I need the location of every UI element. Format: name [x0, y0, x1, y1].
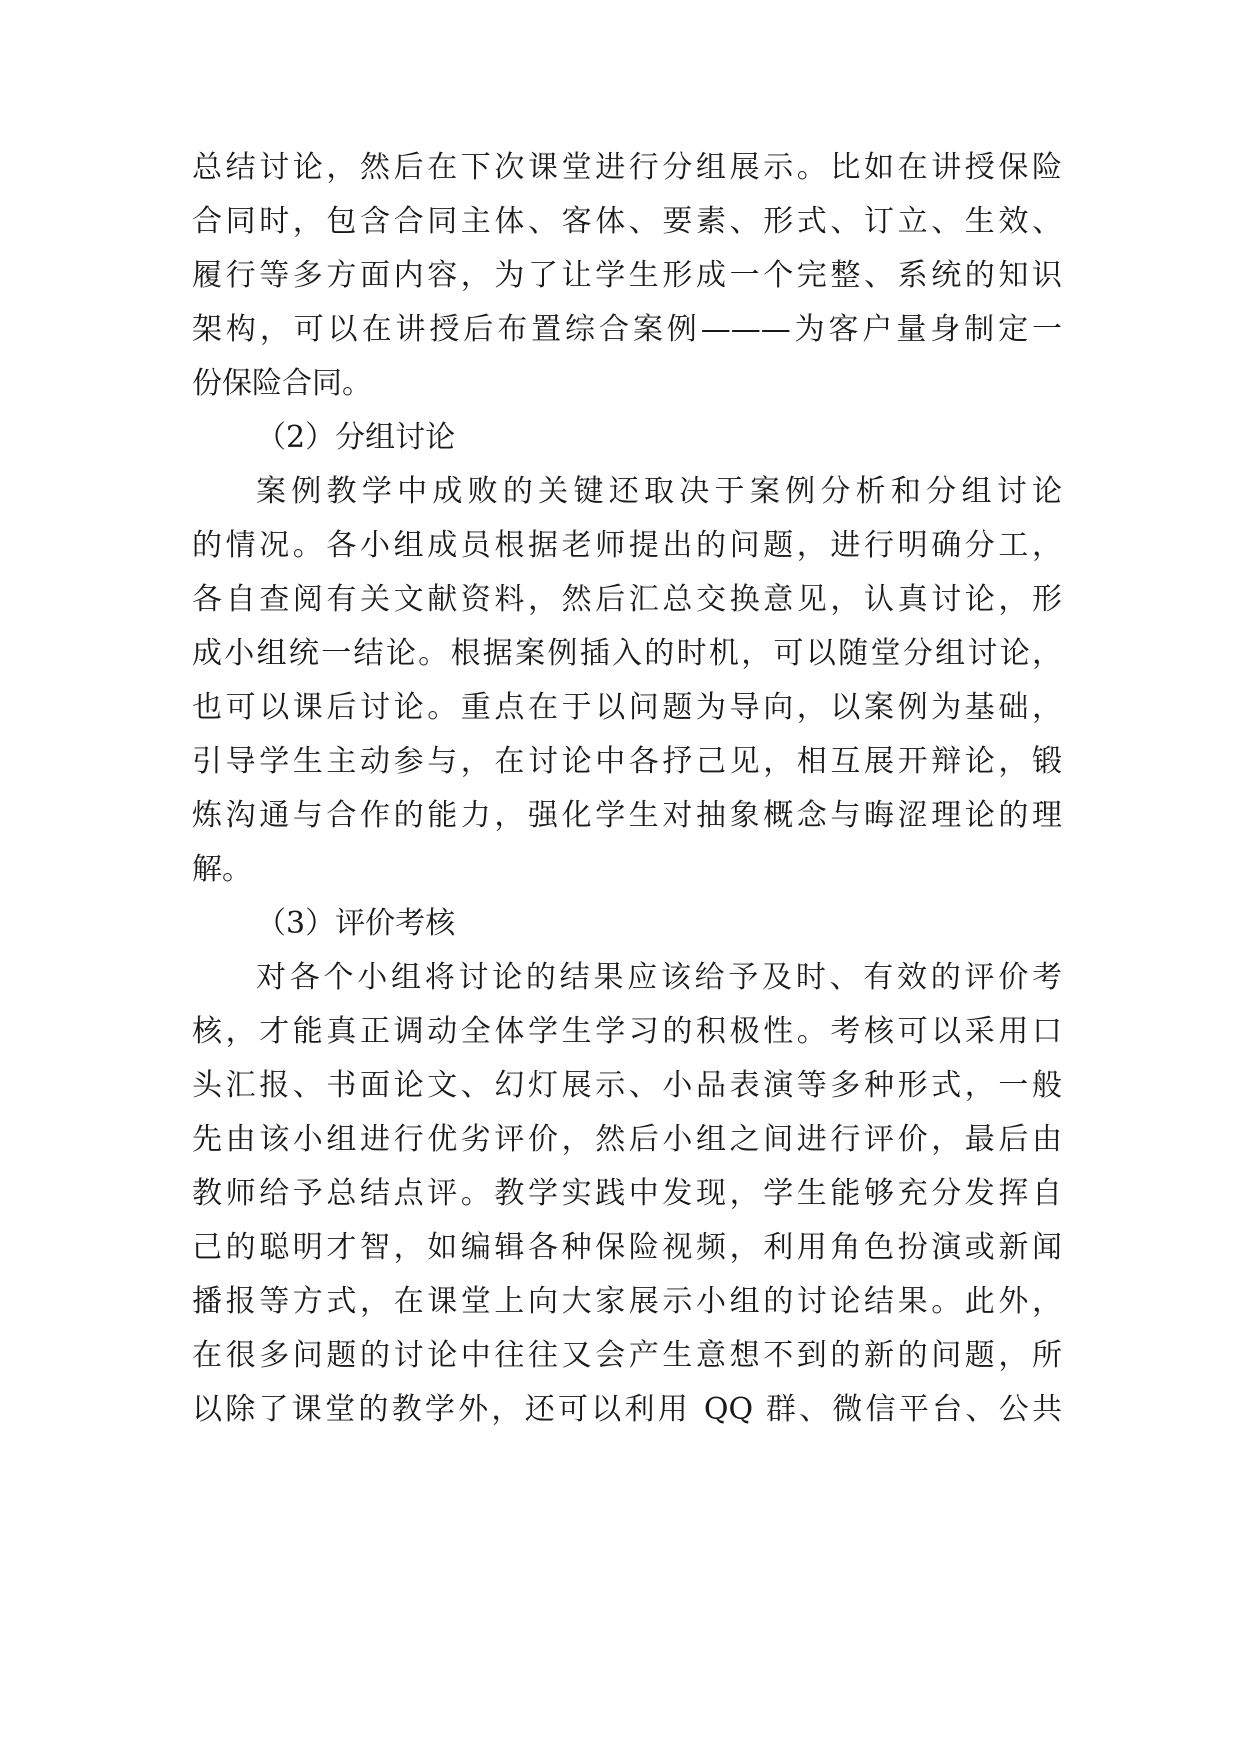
paragraph-line: 对各个小组将讨论的结果应该给予及时、有效的评价考	[256, 960, 1062, 995]
paragraph-line: 己的聪明才智，如编辑各种保险视频，利用角色扮演或新闻	[192, 1230, 1062, 1265]
paragraph-line: 解。	[192, 852, 252, 887]
paragraph-line: 播报等方式，在课堂上向大家展示小组的讨论结果。此外，	[192, 1284, 1062, 1319]
paragraph-line: 教师给予总结点评。教学实践中发现，学生能够充分发挥自	[192, 1176, 1062, 1211]
paragraph-line: 头汇报、书面论文、幻灯展示、小品表演等多种形式，一般	[192, 1068, 1062, 1103]
paragraph-line: 各自查阅有关文献资料，然后汇总交换意见，认真讨论，形	[192, 582, 1062, 617]
paragraph-line: 以除了课堂的教学外，还可以利用 QQ 群、微信平台、公共	[192, 1392, 1062, 1427]
paragraph-line: 成小组统一结论。根据案例插入的时机，可以随堂分组讨论，	[192, 636, 1062, 671]
paragraph-line: 在很多问题的讨论中往往又会产生意想不到的新的问题，所	[192, 1338, 1062, 1373]
paragraph-line: 合同时，包含合同主体、客体、要素、形式、订立、生效、	[192, 204, 1062, 239]
paragraph-line: 炼沟通与合作的能力，强化学生对抽象概念与晦涩理论的理	[192, 798, 1062, 833]
paragraph-line: 总结讨论，然后在下次课堂进行分组展示。比如在讲授保险	[192, 150, 1062, 185]
paragraph-line: 核，才能真正调动全体学生学习的积极性。考核可以采用口	[192, 1014, 1062, 1049]
paragraph-line: 也可以课后讨论。重点在于以问题为导向，以案例为基础，	[192, 690, 1062, 725]
paragraph-line: 案例教学中成败的关键还取决于案例分析和分组讨论	[256, 474, 1062, 509]
paragraph-line: 的情况。各小组成员根据老师提出的问题，进行明确分工，	[192, 528, 1062, 563]
paragraph-line: 履行等多方面内容，为了让学生形成一个完整、系统的知识	[192, 258, 1062, 293]
paragraph-line: 先由该小组进行优劣评价，然后小组之间进行评价，最后由	[192, 1122, 1062, 1157]
paragraph-line: 份保险合同。	[192, 366, 372, 401]
section-heading: （3）评价考核	[256, 906, 456, 941]
paragraph-line: 架构，可以在讲授后布置综合案例———为客户量身制定一	[192, 312, 1062, 347]
section-heading: （2）分组讨论	[256, 420, 456, 455]
paragraph-line: 引导学生主动参与，在讨论中各抒己见，相互展开辩论，锻	[192, 744, 1062, 779]
